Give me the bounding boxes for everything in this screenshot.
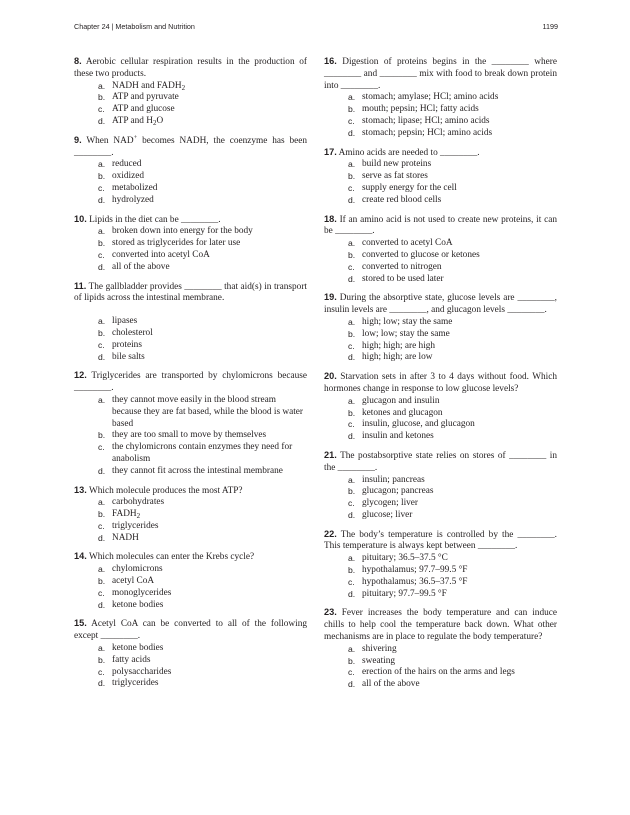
answer-options [324, 475, 557, 522]
option-text: pituitary; 97.7–99.5 °F [362, 588, 447, 599]
answer-option [74, 655, 307, 667]
option-text: the chylomicrons contain enzymes they need for anabolism [112, 442, 293, 464]
question-number: 10. [74, 213, 87, 224]
option-text: low; low; stay the same [362, 328, 450, 339]
option-text: chylomicrons [112, 564, 163, 575]
option-text: they are too small to move by themselves [112, 430, 267, 441]
option-letter: c. [98, 182, 105, 193]
question-text: During the absorptive state, glucose levels are ________, insulin levels are ________, and glucagon levels ________. [324, 293, 557, 316]
option-letter: c. [98, 442, 105, 453]
option-text: monoglycerides [112, 587, 172, 598]
option-text: polysaccharides [112, 666, 172, 677]
option-letter: c. [98, 520, 105, 531]
question-11 [74, 281, 307, 364]
option-text: insulin, glucose, and glucagon [362, 419, 475, 430]
answer-option [74, 81, 307, 93]
option-letter: b. [98, 576, 106, 587]
answer-option [324, 431, 557, 443]
option-letter: b. [348, 249, 356, 260]
question-number: 23. [324, 607, 337, 618]
question-stem [324, 371, 557, 396]
answer-options [74, 497, 307, 544]
option-text: high; high; are high [362, 340, 436, 351]
answer-options [74, 159, 307, 206]
option-letter: d. [348, 431, 356, 442]
option-letter: a. [98, 394, 106, 405]
option-text: create red blood cells [362, 194, 442, 205]
option-letter: b. [348, 655, 356, 666]
option-letter: d. [98, 678, 106, 689]
option-text: lipases [112, 316, 138, 327]
answer-option [324, 419, 557, 431]
question-stem [74, 135, 307, 160]
answer-option [324, 510, 557, 522]
answer-option [324, 116, 557, 128]
option-letter: b. [348, 171, 356, 182]
answer-option [324, 498, 557, 510]
question-number: 9. [74, 134, 82, 145]
answer-option [324, 408, 557, 420]
option-letter: a. [348, 474, 356, 485]
option-text: proteins [112, 339, 142, 350]
answer-option [74, 497, 307, 509]
answer-option [74, 159, 307, 171]
option-letter: d. [98, 261, 106, 272]
option-letter: a. [348, 316, 356, 327]
option-letter: c. [98, 587, 105, 598]
question-number: 18. [324, 213, 337, 224]
answer-option [324, 486, 557, 498]
page-header [74, 22, 558, 34]
answer-option [324, 183, 557, 195]
answer-options [324, 317, 557, 364]
answer-option [74, 564, 307, 576]
option-letter: c. [348, 419, 355, 430]
option-text: metabolized [112, 182, 158, 193]
option-letter: d. [348, 588, 356, 599]
question-number: 14. [74, 551, 87, 562]
question-text: Which molecule produces the most ATP? [88, 485, 243, 496]
option-text: ketone bodies [112, 599, 164, 610]
question-number: 11. [74, 280, 87, 291]
option-letter: d. [348, 352, 356, 363]
question-21 [324, 450, 557, 522]
question-9 [74, 135, 307, 207]
answer-options [74, 316, 307, 363]
question-16 [324, 56, 557, 140]
question-stem [324, 529, 557, 554]
option-letter: a. [98, 226, 106, 237]
answer-options [74, 226, 307, 273]
answer-option [324, 92, 557, 104]
answer-option [324, 475, 557, 487]
option-text: serve as fat stores [362, 171, 428, 182]
question-15 [74, 618, 307, 690]
question-text: Aerobic cellular respiration results in the production of these two products. [74, 57, 308, 79]
answer-option [324, 274, 557, 286]
answer-option [324, 565, 557, 577]
answer-option [74, 588, 307, 600]
question-stem [324, 607, 557, 643]
option-text: high; low; stay the same [362, 316, 453, 327]
option-text: stored as triglycerides for later use [112, 238, 241, 249]
option-text: hypothalamus; 97.7–99.5 °F [362, 565, 468, 576]
option-text: converted to glucose or ketones [362, 249, 480, 260]
question-number: 15. [74, 618, 87, 629]
question-text: Fever increases the body temperature and can induce chills to help cool the temperature back down. What other mechanisms are in place to regulate the body temperature? [324, 608, 557, 643]
answer-option [74, 171, 307, 183]
answer-option [74, 466, 307, 478]
question-text: Triglycerides are transported by chylomicrons because ________. [74, 371, 307, 394]
left-column [74, 56, 307, 697]
option-letter: b. [348, 328, 356, 339]
answer-option [74, 395, 307, 430]
question-text: If an amino acid is not used to create new proteins, it can be ________. [324, 214, 557, 237]
option-text: stomach; pepsin; HCl; amino acids [362, 127, 493, 138]
option-letter: d. [98, 115, 106, 126]
question-text: The gallbladder provides ________ that aid(s) in transport of lipids across the intestinal membrane. [74, 281, 308, 304]
question-17 [324, 147, 557, 207]
question-stem [74, 485, 307, 498]
answer-option [74, 667, 307, 679]
option-letter: c. [98, 249, 105, 260]
option-letter: a. [98, 316, 106, 327]
question-stem [324, 450, 557, 475]
answer-option [324, 250, 557, 262]
option-letter: a. [98, 643, 106, 654]
option-letter: b. [348, 486, 356, 497]
option-text: mouth; pepsin; HCl; fatty acids [362, 104, 479, 115]
option-text: $FADH_2$ [112, 509, 141, 521]
answer-option [74, 430, 307, 442]
option-letter: b. [348, 407, 356, 418]
answer-option [324, 589, 557, 601]
question-stem [74, 56, 307, 81]
option-text: ATP and pyruvate [112, 92, 179, 103]
answer-option [74, 521, 307, 533]
option-text: they cannot fit across the intestinal membrane [112, 465, 283, 476]
option-text: acetyl CoA [112, 576, 155, 587]
option-letter: a. [348, 395, 356, 406]
option-text: hypothalamus; 36.5–37.5 °F [362, 576, 468, 587]
answer-option [74, 643, 307, 655]
option-letter: b. [98, 238, 106, 249]
question-text: When NAD+ becomes NADH, the coenzyme has been ________. [74, 133, 308, 158]
option-letter: c. [348, 182, 355, 193]
answer-option [324, 195, 557, 207]
question-23 [324, 607, 557, 691]
question-number: 21. [324, 449, 337, 460]
chapter-title: Chapter 24 | Metabolism and Nutrition [74, 22, 195, 31]
option-letter: a. [348, 238, 356, 249]
option-letter: b. [98, 171, 106, 182]
option-letter: c. [348, 667, 355, 678]
option-text: glucagon; pancreas [362, 486, 434, 497]
question-number: 19. [324, 292, 337, 303]
option-text: ketones and glucagon [362, 407, 443, 418]
option-letter: a. [98, 564, 106, 575]
option-text: ATP and $H_2O$ [112, 115, 164, 127]
question-text: Acetyl CoA can be converted to all of the following except ________. [74, 619, 308, 642]
answer-option [74, 183, 307, 195]
option-text: stomach; lipase; HCl; amino acids [362, 115, 490, 126]
question-19 [324, 292, 557, 364]
answer-options [74, 395, 307, 478]
answer-options [74, 564, 307, 611]
option-text: glucagon and insulin [362, 395, 440, 406]
answer-option [324, 128, 557, 140]
question-stem [74, 370, 307, 395]
answer-option [74, 262, 307, 274]
option-text: hydrolyzed [112, 194, 154, 205]
option-text: fatty acids [112, 654, 151, 665]
question-stem [74, 618, 307, 643]
option-letter: c. [348, 261, 355, 272]
right-column [324, 56, 557, 698]
question-stem [324, 214, 557, 239]
question-20 [324, 371, 557, 443]
option-letter: d. [348, 273, 356, 284]
option-text: all of the above [112, 261, 170, 272]
option-text: bile salts [112, 351, 145, 362]
answer-options [324, 396, 557, 443]
option-letter: d. [98, 532, 106, 543]
answer-option [74, 352, 307, 364]
answer-options [324, 238, 557, 285]
option-letter: a. [98, 497, 106, 508]
option-letter: d. [348, 679, 356, 690]
question-number: 13. [74, 484, 87, 495]
answer-option [74, 250, 307, 262]
option-letter: d. [98, 351, 106, 362]
answer-option [74, 533, 307, 545]
option-text: erection of the hairs on the arms and legs [362, 667, 515, 678]
option-text: stomach; amylase; HCl; amino acids [362, 92, 499, 103]
answer-option [74, 678, 307, 690]
option-text: stored to be used later [362, 273, 444, 284]
option-text: triglycerides [112, 520, 159, 531]
option-letter: d. [98, 599, 106, 610]
option-text: shivering [362, 643, 397, 654]
question-text: The postabsorptive state relies on stores of ________ in the ________. [324, 450, 558, 473]
answer-option [324, 656, 557, 668]
option-text: pituitary; 36.5–37.5 °C [362, 553, 448, 564]
answer-option [324, 553, 557, 565]
answer-option [74, 328, 307, 340]
option-text: ATP and glucose [112, 104, 175, 115]
option-text: converted to acetyl CoA [362, 238, 453, 249]
answer-option [324, 171, 557, 183]
question-stem [74, 551, 307, 564]
answer-option [324, 644, 557, 656]
answer-option [74, 238, 307, 250]
option-text: supply energy for the cell [362, 182, 457, 193]
option-text: ketone bodies [112, 643, 164, 654]
option-letter: b. [98, 92, 106, 103]
option-letter: a. [348, 92, 356, 103]
option-letter: b. [348, 565, 356, 576]
answer-option [74, 104, 307, 116]
option-text: triglycerides [112, 678, 159, 689]
question-number: 8. [74, 56, 82, 66]
option-letter: b. [98, 327, 106, 338]
option-letter: d. [348, 194, 356, 205]
answer-option [324, 329, 557, 341]
answer-options [324, 159, 557, 206]
answer-option [324, 352, 557, 364]
answer-options [74, 643, 307, 690]
answer-option [324, 262, 557, 274]
answer-option [324, 667, 557, 679]
option-text: reduced [112, 159, 142, 170]
option-letter: c. [348, 115, 355, 126]
question-8 [74, 56, 307, 128]
question-text: Starvation sets in after 3 to 4 days without food. Which hormones change in response to low glucose levels? [324, 372, 558, 394]
option-letter: d. [98, 465, 106, 476]
option-letter: c. [98, 339, 105, 350]
question-number: 20. [324, 371, 337, 382]
question-13 [74, 485, 307, 545]
answer-option [324, 577, 557, 589]
option-text: NADH and $FADH_2$ [112, 80, 186, 92]
answer-option [74, 442, 307, 466]
answer-option [74, 340, 307, 352]
answer-option [324, 159, 557, 171]
answer-option [74, 226, 307, 238]
question-text: Amino acids are needed to ________. [338, 147, 480, 158]
question-14 [74, 551, 307, 611]
option-letter: c. [98, 666, 105, 677]
question-stem [74, 281, 307, 306]
question-text: Lipids in the diet can be ________. [89, 214, 221, 225]
question-18 [324, 214, 557, 286]
option-letter: c. [348, 340, 355, 351]
answer-options [74, 81, 307, 128]
option-letter: a. [348, 643, 356, 654]
option-letter: a. [348, 553, 356, 564]
question-stem [324, 56, 557, 92]
answer-option [324, 104, 557, 116]
option-text: insulin and ketones [362, 431, 434, 442]
question-10 [74, 214, 307, 274]
option-text: insulin; pancreas [362, 474, 425, 485]
option-letter: a. [98, 159, 106, 170]
answer-option [324, 396, 557, 408]
answer-option [74, 116, 307, 128]
answer-option [324, 341, 557, 353]
option-letter: b. [348, 104, 356, 115]
option-text: high; high; are low [362, 352, 433, 363]
option-text: carbohydrates [112, 497, 165, 508]
option-text: glucose; liver [362, 509, 413, 520]
option-letter: b. [98, 509, 106, 520]
question-number: 17. [324, 146, 337, 157]
answer-options [324, 92, 557, 139]
question-12 [74, 370, 307, 477]
question-text: Which molecules can enter the Krebs cycle? [88, 552, 255, 563]
option-text: glycogen; liver [362, 498, 419, 509]
answer-option [74, 600, 307, 612]
question-22 [324, 529, 557, 601]
option-text: broken down into energy for the body [112, 226, 253, 237]
option-letter: d. [348, 127, 356, 138]
option-text: NADH [112, 532, 139, 543]
question-number: 12. [74, 370, 87, 381]
option-text: they cannot move easily in the blood stream because they are fat based, while the blood is water based [112, 394, 304, 429]
option-letter: c. [98, 104, 105, 115]
option-text: converted to nitrogen [362, 261, 442, 272]
answer-option [74, 92, 307, 104]
question-stem [324, 147, 557, 160]
option-letter: a. [348, 159, 356, 170]
option-letter: d. [98, 194, 106, 205]
option-text: oxidized [112, 171, 145, 182]
question-number: 22. [324, 528, 337, 539]
question-stem [324, 292, 557, 317]
answer-option [74, 316, 307, 328]
answer-options [324, 644, 557, 691]
option-letter: b. [98, 654, 106, 665]
option-letter: b. [98, 430, 106, 441]
answer-option [324, 238, 557, 250]
option-text: converted into acetyl CoA [112, 249, 210, 260]
answer-option [74, 195, 307, 207]
answer-option [74, 576, 307, 588]
question-stem [74, 214, 307, 227]
option-text: build new proteins [362, 159, 432, 170]
answer-option [324, 679, 557, 691]
question-number: 16. [324, 56, 337, 66]
answer-option [74, 509, 307, 521]
option-text: sweating [362, 655, 396, 666]
option-text: cholesterol [112, 327, 153, 338]
page-number: 1199 [542, 22, 558, 31]
answer-option [324, 317, 557, 329]
option-letter: a. [98, 80, 106, 91]
question-text: The body’s temperature is controlled by the ________. This temperature is always kept between ________. [324, 529, 558, 552]
option-letter: c. [348, 498, 355, 509]
answer-options [324, 553, 557, 600]
option-letter: c. [348, 576, 355, 587]
question-text: Digestion of proteins begins in the ________ where ________ and ________ mix with food to break down protein into ________. [324, 57, 557, 91]
option-letter: d. [348, 509, 356, 520]
option-text: all of the above [362, 679, 420, 690]
